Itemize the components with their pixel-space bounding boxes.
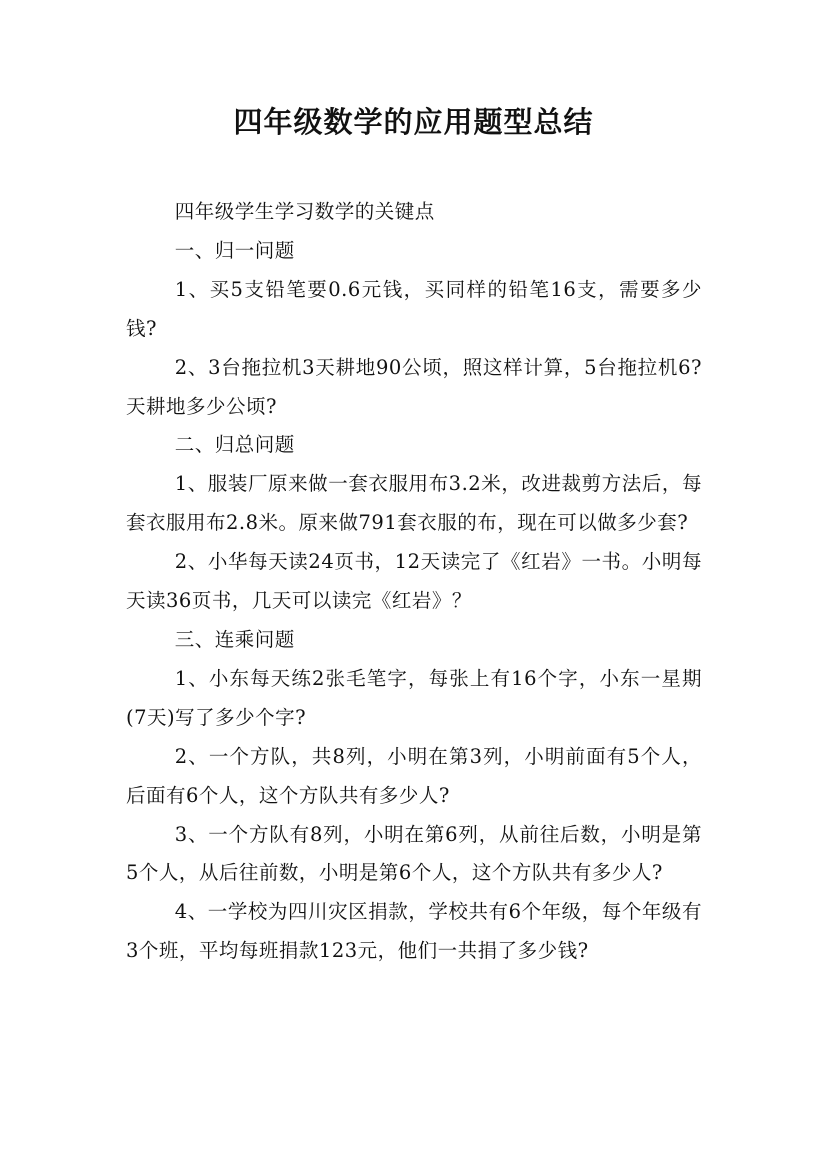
question-3-3: 3、一个方队有8列，小明在第6列，从前往后数，小明是第5个人，从后往前数，小明是第6个人，这个方队共有多少人? — [126, 822, 702, 885]
section-heading-2: 二、归总问题 — [174, 433, 295, 457]
section-heading-3: 三、连乘问题 — [174, 627, 295, 651]
question-2-2: 2、小华每天读24页书，12天读完了《红岩》一书。小明每天读36页书，几天可以读完《红岩》？ — [126, 550, 702, 613]
document-body — [126, 193, 702, 971]
section-heading-1: 一、归一问题 — [174, 238, 295, 262]
question-2-1: 1、服装厂原来做一套衣服用布3.2米，改进裁剪方法后，每套衣服用布2.8米。原来做791套衣服的布，现在可以做多少套? — [126, 472, 702, 535]
question-1-2: 2、3台拖拉机3天耕地90公顷，照这样计算，5台拖拉机6?天耕地多少公顷? — [126, 355, 702, 418]
intro-paragraph: 四年级学生学习数学的关键点 — [174, 200, 435, 223]
document-title: 四年级数学的应用题型总结 — [233, 105, 594, 139]
question-3-1: 1、小东每天练2张毛笔字，每张上有16个字，小东一星期(7天)写了多少个字? — [126, 666, 702, 729]
question-3-2: 2、一个方队，共8列，小明在第3列，小明前面有5个人，后面有6个人，这个方队共有多少人? — [126, 744, 702, 807]
question-1-1: 1、买5支铅笔要0.6元钱，买同样的铅笔16支，需要多少钱? — [126, 277, 702, 340]
question-3-4: 4、一学校为四川灾区捐款，学校共有6个年级，每个年级有3个班，平均每班捐款123元，他们一共捐了多少钱? — [126, 900, 702, 963]
